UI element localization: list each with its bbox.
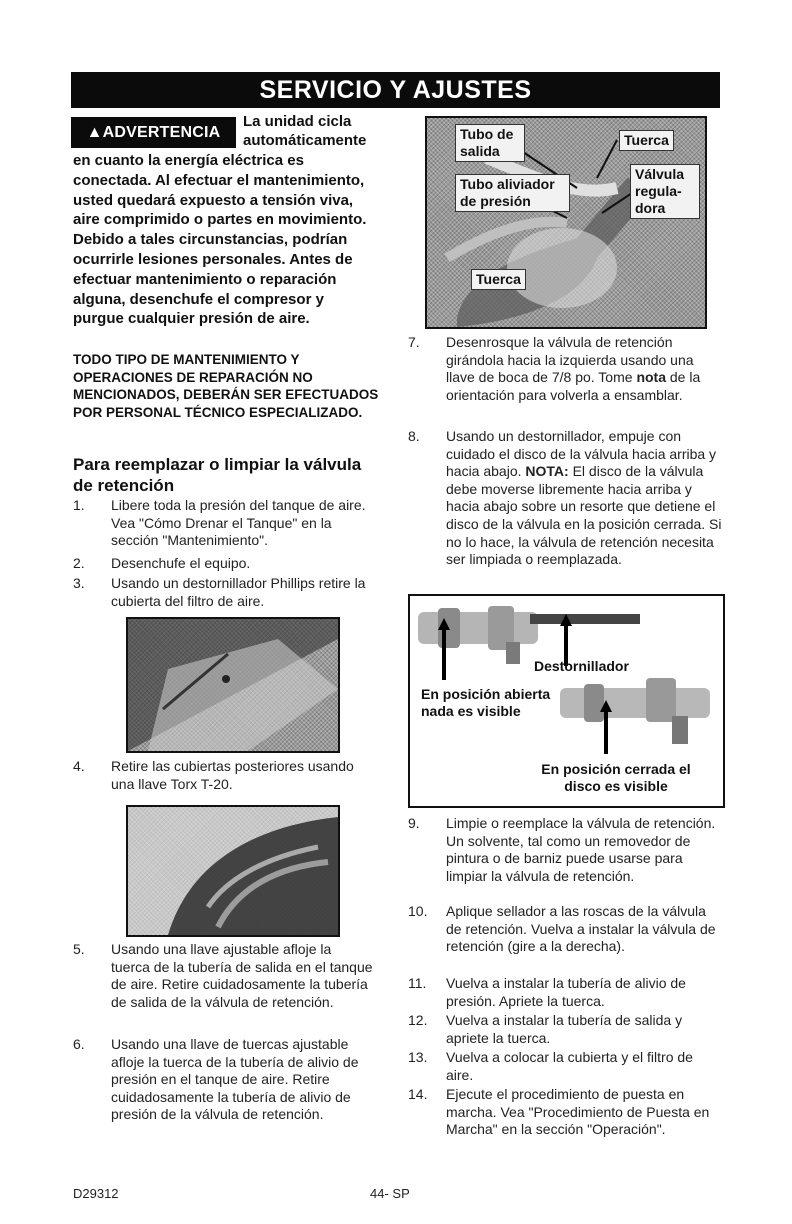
- step-number: 12.: [408, 1012, 428, 1028]
- step-text: Aplique sellador a las roscas de la válvula de retención. Vuelva a instalar la válvula de retención (gire a la derecha).: [446, 903, 716, 955]
- check-valve-photo: [425, 116, 707, 329]
- step-text: Vuelva a colocar la cubierta y el filtro de aire.: [446, 1049, 693, 1083]
- step-text: Retire las cubiertas posteriores usando una llave Torx T-20.: [111, 758, 354, 792]
- step-text: Usando una llave de tuercas ajustable afloje la tuerca de la tubería de alivio de presión en el tanque de aire. Retire cuidadosamente la tubería de alivio de presión de la válvula de retención.: [111, 1036, 359, 1123]
- air-filter-illustration: [128, 619, 338, 751]
- step-text-part: Desenrosque la válvula de retención girándola hacia la izquierda usando una llave de boca de 7/8 po. Tome: [446, 334, 694, 386]
- section-title: Para reemplazar o limpiar la válvula de retención: [73, 455, 362, 495]
- step-text: [446, 334, 723, 404]
- label-tubo-salida: Tubo de salida: [455, 124, 525, 162]
- step-number: 5.: [73, 941, 85, 957]
- step-text-part: El disco de la válvula debe moverse libremente hacia arriba y hacia abajo sobre un resorte que detiene el disco de la válvula en la posición cerrada. Si no lo hace, la válvula de retención necesita ser limpiada o reemplazada.: [446, 463, 722, 568]
- label-posicion-cerrada: En posición cerrada el disco es visible: [541, 761, 691, 794]
- section-banner: SERVICIO Y AJUSTES: [71, 72, 720, 108]
- label-posicion-abierta: En posición abierta nada es visible: [421, 686, 551, 719]
- step-text: Vuelva a instalar la tubería de alivio de presión. Apriete la tuerca.: [446, 975, 686, 1009]
- label-tubo-aliviador: Tubo aliviador de presión: [455, 174, 570, 212]
- document-code: D29312: [73, 1186, 119, 1201]
- step-number: 8.: [408, 428, 420, 444]
- step-number: 13.: [408, 1049, 428, 1065]
- step-text-bold: NOTA:: [525, 463, 569, 480]
- step-text: Limpie o reemplace la válvula de retención. Un solvente, tal como un removedor de pintura o de barniz puede usarse para limpiar la válvula de retención.: [446, 815, 716, 884]
- label-valvula-reguladora: Válvula regula- dora: [630, 164, 700, 219]
- step-text-part: Usando un destornillador, empuje con cuidado el disco de la válvula hacia arriba y hacia abajo.: [446, 428, 717, 480]
- step-number: 11.: [408, 975, 427, 991]
- step-text-part: de la orientación para volverla a ensamblar.: [446, 369, 701, 403]
- maintenance-notice: TODO TIPO DE MANTENIMIENTO Y OPERACIONES DE REPARACIÓN NO MENCIONADOS, DEBERÁN SER EFECTUADOS POR PERSONAL TÉCNICO ESPECIALIZADO.: [73, 352, 379, 420]
- step-number: 1.: [73, 497, 85, 513]
- step-number: 10.: [408, 903, 428, 919]
- step-number: 4.: [73, 758, 85, 774]
- warning-body: en cuanto la energía eléctrica es conectada. Al efectuar el mantenimiento, usted quedará expuesto a tensión viva, aire comprimido o partes en movimiento. Debido a tales circunstancias, podrían ocurrirle lesiones personales. Antes de efectuar mantenimiento o reparación alguna, desenchufe el compresor y purgue cualquier presión de aire.: [73, 152, 367, 328]
- valve-position-diagram: [408, 594, 725, 808]
- step-text: Ejecute el procedimiento de puesta en marcha. Vea "Procedimiento de Puesta en Marcha" en la sección "Operación".: [446, 1086, 710, 1138]
- step-number: 9.: [408, 815, 420, 831]
- rear-cover-photo: [126, 805, 340, 937]
- page-number: 44- SP: [370, 1186, 410, 1201]
- step-number: 2.: [73, 555, 85, 571]
- label-destornillador: Destornillador: [534, 658, 629, 674]
- label-tuerca-bottom: Tuerca: [471, 269, 526, 290]
- warning-lead: La unidad cicla automáticamente: [243, 113, 367, 149]
- label-tuerca-top: Tuerca: [619, 130, 674, 151]
- step-text: Vuelva a instalar la tubería de salida y apriete la tuerca.: [446, 1012, 683, 1046]
- step-number: 7.: [408, 334, 420, 350]
- step-number: 6.: [73, 1036, 85, 1052]
- step-text-bold: nota: [636, 369, 666, 386]
- step-text: Libere toda la presión del tanque de aire. Vea "Cómo Drenar el Tanque" en la sección "Mantenimiento".: [111, 497, 366, 549]
- step-text: Usando una llave ajustable afloje la tuerca de la tubería de salida en el tanque de aire. Retire cuidadosamente la tubería de salida de la válvula de retención.: [111, 941, 373, 1010]
- step-number: 3.: [73, 575, 85, 591]
- step-text: [446, 428, 723, 569]
- step-number: 14.: [408, 1086, 428, 1102]
- step-text: Desenchufe el equipo.: [111, 555, 251, 571]
- step-text: Usando un destornillador Phillips retire la cubierta del filtro de aire.: [111, 575, 366, 609]
- rear-cover-illustration: [128, 807, 338, 935]
- warning-badge: ▲ADVERTENCIA: [71, 117, 236, 148]
- air-filter-photo: [126, 617, 340, 753]
